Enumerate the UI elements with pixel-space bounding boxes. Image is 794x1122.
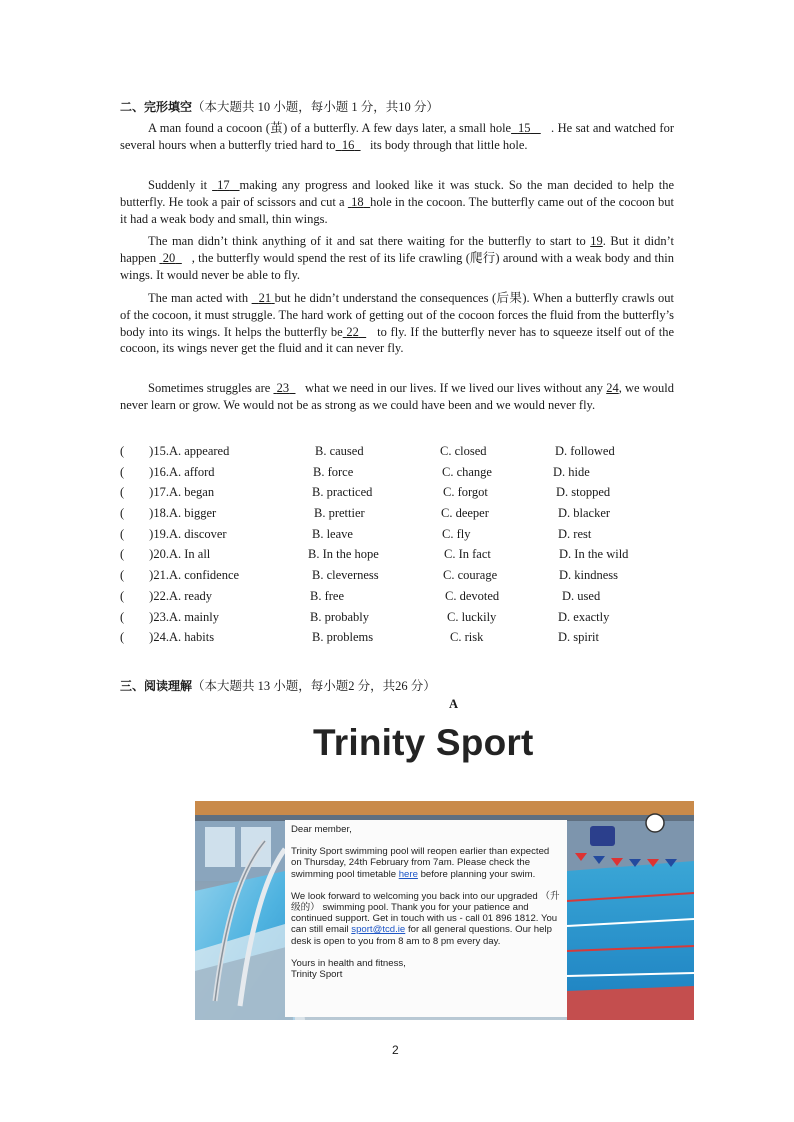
question-15: ( )15.A. appeared B. caused C. closed D. followed: [120, 444, 615, 458]
blank-17: 17: [217, 178, 230, 192]
question-16: ( )16.A. afford B. force C. change D. hide: [120, 464, 590, 479]
blank-15: 15: [517, 121, 531, 135]
cloze-options: [120, 443, 680, 650]
notice-greeting: Dear member,: [291, 824, 352, 835]
blank-22: 22: [346, 324, 359, 339]
question-24: ( )24.A. habits B. problems C. risk D. spirit: [120, 630, 599, 645]
cloze-heading: 二、完形填空: [120, 100, 193, 114]
reading-note: （本大题共 13 小题，每小题2 分，共26 分）: [192, 679, 436, 693]
blank-24: 24: [606, 381, 619, 395]
email-link[interactable]: sport@tcd.ie: [351, 924, 406, 936]
question-20: ( )20.A. In all B. In the hope C. In fact D. In the wild: [120, 547, 629, 562]
reading-heading: 三、阅读理解: [120, 679, 193, 693]
passage-label: A: [449, 697, 459, 711]
notice-paragraph-2: We look forward to welcoming you back into our upgraded （升级的） swimming pool. Thank you for your patience and continued support. Get in touch with us - call 01 896 1812. You can still email sport@tcd.ie for all general questions. Our help desk is open to you from 8 am to 8 pm every day.: [291, 890, 560, 947]
reading-section-title: [120, 676, 436, 694]
question-21: ( )21.A. confidence B. cleverness C. courage D. kindness: [120, 568, 619, 583]
cloze-section-title: [120, 97, 439, 115]
cloze-note: （本大题共 10 小题，每小题 1 分，共10 分）: [192, 100, 439, 114]
blank-16: 16: [341, 137, 355, 152]
question-23: ( )23.A. mainly B. probably C. luckily D. exactly: [120, 609, 610, 624]
blank-19: 19: [590, 234, 603, 248]
blank-23: 23: [276, 381, 290, 395]
question-17: ( )17.A. began B. practiced C. forgot D. stopped: [120, 485, 611, 500]
cloze-paragraph-5: Sometimes struggles are 23 what we need in our lives. If we lived our lives without any 24, we would never learn or grow. We would not be as strong as we could have been and we would never fly.: [120, 381, 675, 412]
cloze-paragraph-3: The man didn’t think anything of it and sat there waiting for the butterfly to start to 19. But it didn’t happen 20 , the butterfly would spend the rest of its life crawling (爬行) around with a weak body and thin wings. It would never be able to fly.: [120, 234, 675, 282]
page-number: 2: [392, 1043, 399, 1057]
notice-paragraph-1: Trinity Sport swimming pool will reopen earlier than expected on Thursday, 24th February from 7am. Please check the swimming pool timetable here before planning your swim.: [291, 846, 550, 880]
question-22: ( )22.A. ready B. free C. devoted D. used: [120, 588, 601, 603]
cloze-paragraph-1: A man found a cocoon (茧) of a butterfly. A few days later, a small hole 15 . He sat and watched for several hours when a butterfly tried hard to 16 its body through that little hole.: [120, 121, 675, 152]
blank-18: 18: [351, 194, 364, 209]
question-19: ( )19.A. discover B. leave C. fly D. rest: [120, 526, 592, 541]
cloze-paragraph-2: Suddenly it 17 making any progress and looked like it was stuck. So the man decided to help the butterfly. He took a pair of scissors and cut a 18 hole in the cocoon. The butterfly came out of the cocoon but it had a weak body and small, thin wings.: [120, 178, 675, 226]
question-18: ( )18.A. bigger B. prettier C. deeper D. blacker: [120, 506, 611, 521]
trinity-sport-logo: Trinity Sport: [313, 722, 534, 763]
notice-signoff: Yours in health and fitness, Trinity Sport: [291, 957, 406, 981]
cloze-paragraph-4: The man acted with 21 but he didn’t understand the consequences (后果). When a butterfly crawls out of the cocoon, it must struggle. The hard work of getting out of the cocoon forces the fluid from the butterfly’s body into its wings. It helps the butterfly be 22 to fly. If the butterfly never has to squeeze itself out of the cocoon, its wings never get the fluid and it can never fly.: [120, 291, 675, 356]
blank-21: 21: [258, 291, 272, 305]
blank-20: 20: [162, 250, 176, 265]
pool-reopen-notice: [285, 820, 567, 1017]
timetable-link[interactable]: here: [398, 868, 418, 880]
